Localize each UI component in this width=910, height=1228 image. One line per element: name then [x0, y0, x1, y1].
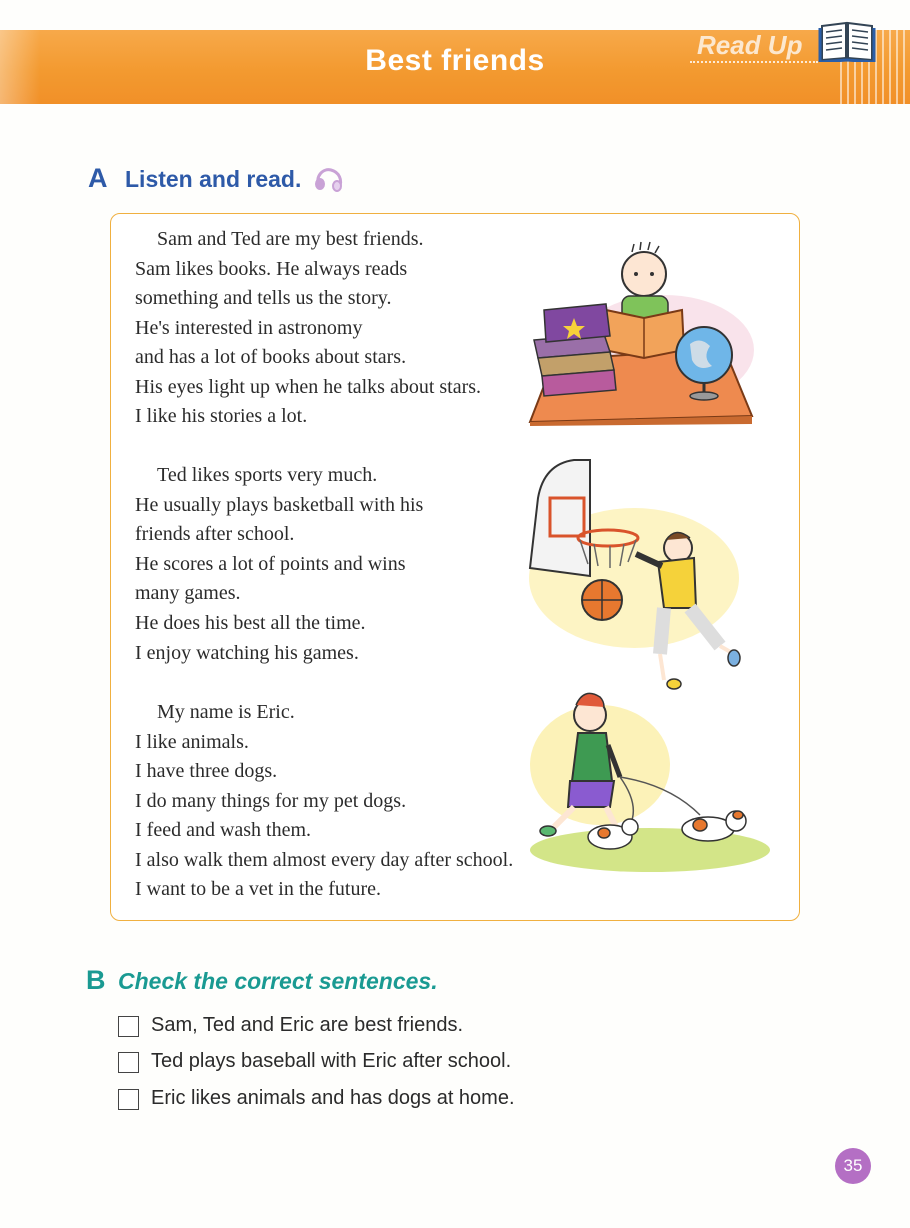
passage-line: I enjoy watching his games. [135, 642, 359, 664]
section-b-heading: Check the correct sentences. [118, 968, 438, 994]
passage-line: He scores a lot of points and wins [135, 553, 406, 575]
boy-reading-at-desk-illustration [524, 240, 756, 426]
passage-line: Ted likes sports very much. [157, 464, 378, 486]
check-item-text: Ted plays baseball with Eric after school. [151, 1050, 512, 1072]
passage-line: friends after school. [135, 523, 295, 545]
answer-checkbox[interactable] [118, 1089, 139, 1110]
passage-line: He's interested in astronomy [135, 317, 363, 339]
passage-line: His eyes light up when he talks about stars. [135, 376, 482, 398]
section-b-letter: B [86, 965, 106, 995]
passage-line: He does his best all the time. [135, 612, 366, 634]
passage-line: I like his stories a lot. [135, 405, 308, 427]
passage-line: He usually plays basketball with his [135, 494, 424, 516]
passage-line: something and tells us the story. [135, 287, 392, 309]
passage-line: many games. [135, 582, 241, 604]
check-item-text: Eric likes animals and has dogs at home. [151, 1087, 515, 1109]
passage-line: and has a lot of books about stars. [135, 346, 407, 368]
page-number-badge: 35 [835, 1148, 871, 1184]
series-label: Read Up [697, 30, 803, 60]
section-a-heading: Listen and read. [125, 166, 302, 192]
answer-checkbox[interactable] [118, 1016, 139, 1037]
passage-line: I want to be a vet in the future. [135, 878, 382, 900]
passage-line: My name is Eric. [157, 701, 295, 723]
series-label-rule [690, 61, 818, 63]
passage-line: Sam likes books. He always reads [135, 258, 408, 280]
open-book-icon [818, 20, 876, 62]
passage-line: I also walk them almost every day after school. [135, 849, 514, 871]
passage-line: Sam and Ted are my best friends. [157, 228, 424, 250]
check-item-text: Sam, Ted and Eric are best friends. [151, 1014, 464, 1036]
passage-line: I do many things for my pet dogs. [135, 790, 407, 812]
passage-line: I feed and wash them. [135, 819, 312, 841]
boy-playing-basketball-illustration [524, 458, 746, 700]
headphones-icon[interactable] [313, 166, 345, 192]
section-a-letter: A [88, 163, 108, 193]
boy-walking-dogs-illustration [520, 685, 770, 875]
passage-line: I have three dogs. [135, 760, 278, 782]
page-title: Best friends [365, 44, 545, 77]
passage-line: I like animals. [135, 731, 249, 753]
answer-checkbox[interactable] [118, 1052, 139, 1073]
